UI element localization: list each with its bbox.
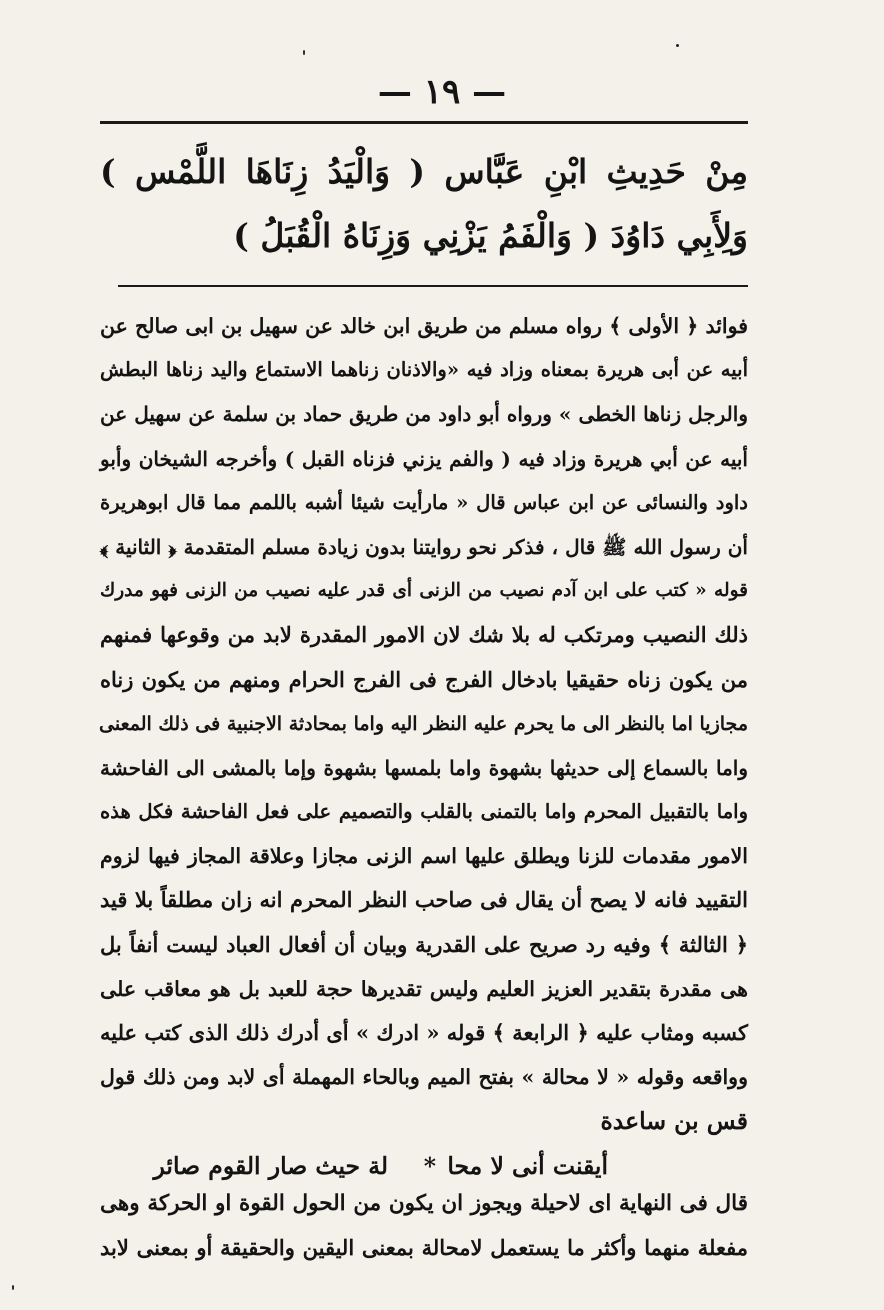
body-line: الامور مقدمات للزنا ويطلق عليها اسم الزنى مجازا وعلاقة المجاز فيها لزوم <box>100 844 748 869</box>
page-number: — ١٩ — <box>377 72 507 112</box>
body-line: قال فى النهاية اى لاحيلة ويجوز ان يكون من الحول القوة او الحركة وهى <box>100 1191 748 1216</box>
middle-divider <box>118 285 748 287</box>
body-line: مفعلة منهما وأكثر ما يستعمل لامحالة بمعنى اليقين والحقيقة أو بمعنى لابد <box>100 1235 748 1261</box>
body-line: أن رسول الله ﷺ قال ، فذكر نحو روايتنا بدون زيادة مسلم المتقدمة ﴿ الثانية ﴾ <box>100 534 748 559</box>
body-line: ﴿ الثالثة ﴾ وفيه رد صريح على القدرية وبيان أن أفعال العباد ليست أنفاً بل <box>100 931 748 957</box>
body-line: قوله « كتب على ابن آدم نصيب من الزنى أى قدر عليه نصيب من الزنى فهو مدرك <box>100 580 748 602</box>
body-line: قس بن ساعدة <box>600 1107 748 1136</box>
body-line: من يكون زناه حقيقيا بادخال الفرج فى الفرج الحرام ومنهم من يكون زناه <box>100 666 748 692</box>
hadith-text: مِنْ حَدِيثِ ابْنِ عَبَّاس ( وَالْيَدُ زِنَاهَا اللَّمْس ) وَلِأَبِي دَاوُدَ ( وَالْفَمُ يَزْنِي وَزِنَاهُ الْقُبَلُ ) <box>100 152 748 255</box>
body-line: أبيه عن أبى هريرة بمعناه وزاد فيه «والاذنان زناهما الاستماع واليد زناها البطش <box>100 358 748 382</box>
body-line: وواقعه وقوله « لا محالة » بفتح الميم وبالحاء المهملة أى لابد ومن ذلك قول <box>100 1065 748 1090</box>
body-line: ذلك النصيب ومرتكب له بلا شك لان الامور المقدرة لابد من وقوعها فمنهم <box>100 622 748 648</box>
scan-speck <box>303 50 305 55</box>
verse-separator: * <box>423 1152 436 1180</box>
body-line: والرجل زناها الخطى » ورواه أبو داود من طريق حماد بن سلمة عن سهيل عن <box>100 402 748 427</box>
body-line: التقييد فانه لا يصح أن يقال فى صاحب النظر المحرم انه زان مطلقاً بلا قيد <box>100 887 748 913</box>
body-line: هى مقدرة بتقدير العزيز العليم وليس تقديرها حجة للعبد بل هو معاقب على <box>100 976 748 1001</box>
commentary-body <box>100 304 748 1144</box>
body-line: مجازيا اما بالنظر الى ما يحرم عليه النظر اليه واما بمحادثة الاجنبية فى ذلك المعنى <box>99 712 748 735</box>
body-line: واما بالسماع إلى حديثها بشهوة واما بلمسها بشهوة وإما بالمشى الى الفاحشة <box>100 755 748 780</box>
verse-second-hemistich: لة حيث صار القوم صائر <box>153 1152 388 1180</box>
top-divider <box>100 121 748 124</box>
body-line: داود والنسائى عن ابن عباس قال « مارأيت شيئا أشبه باللمم مما قال ابوهريرة <box>100 490 748 514</box>
closing-paragraph <box>100 1182 748 1270</box>
body-line: فوائد ﴿ الأولى ﴾ رواه مسلم من طريق ابن خالد عن سهيل بن ابى صالح عن <box>100 314 748 338</box>
body-line: واما بالتقبيل المحرم واما بالتمنى بالقلب والتصميم على فعل الفاحشة فكل هذه <box>100 800 748 824</box>
body-line: أبيه عن أبي هريرة وزاد فيه ( والفم يزني فزناه القبل ) وأخرجه الشيخان وأبو <box>100 446 748 471</box>
scan-speck <box>676 44 679 47</box>
body-line: كسبه ومثاب عليه ﴿ الرابعة ﴾ قوله « ادرك » أى أدرك ذلك الذى كتب عليه <box>100 1020 748 1045</box>
verse-first-hemistich: أيقنت أنى لا محا <box>447 1152 608 1180</box>
scan-speck <box>12 1285 14 1290</box>
